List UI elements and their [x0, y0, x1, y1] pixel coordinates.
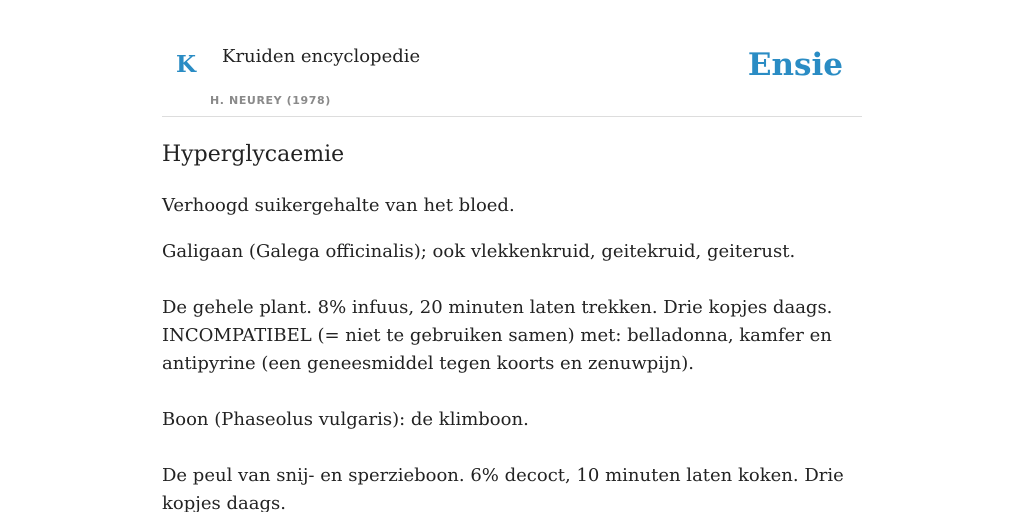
book-header	[162, 0, 862, 117]
brand-logo-link[interactable]: Ensie	[747, 47, 843, 83]
entry-definition: Verhoogd suikergehalte van het bloed.	[162, 195, 515, 216]
entry-paragraph: De peul van snij- en sperzieboon. 6% decoct, 10 minuten laten koken. Drie kopjes daags.	[162, 465, 844, 512]
entry-content	[162, 138, 862, 512]
entry-paragraph: Galigaan (Galega officinalis); ook vlekkenkruid, geitekruid, geiterust.	[162, 241, 796, 262]
entry-title: Hyperglycaemie	[162, 142, 345, 167]
book-title[interactable]: Kruiden encyclopedie	[222, 46, 421, 67]
book-logo-link[interactable]: K	[176, 51, 196, 78]
entry-paragraph: De gehele plant. 8% infuus, 20 minuten laten trekken. Drie kopjes daags. INCOMPATIBEL (= niet te gebruiken samen) met: belladonna, kamfer en antipyrine (een geneesmiddel tegen koorts en zenuwpijn).	[162, 297, 833, 374]
book-author: H. NEUREY (1978)	[210, 94, 331, 107]
entry-paragraph: Boon (Phaseolus vulgaris): de klimboon.	[162, 409, 529, 430]
